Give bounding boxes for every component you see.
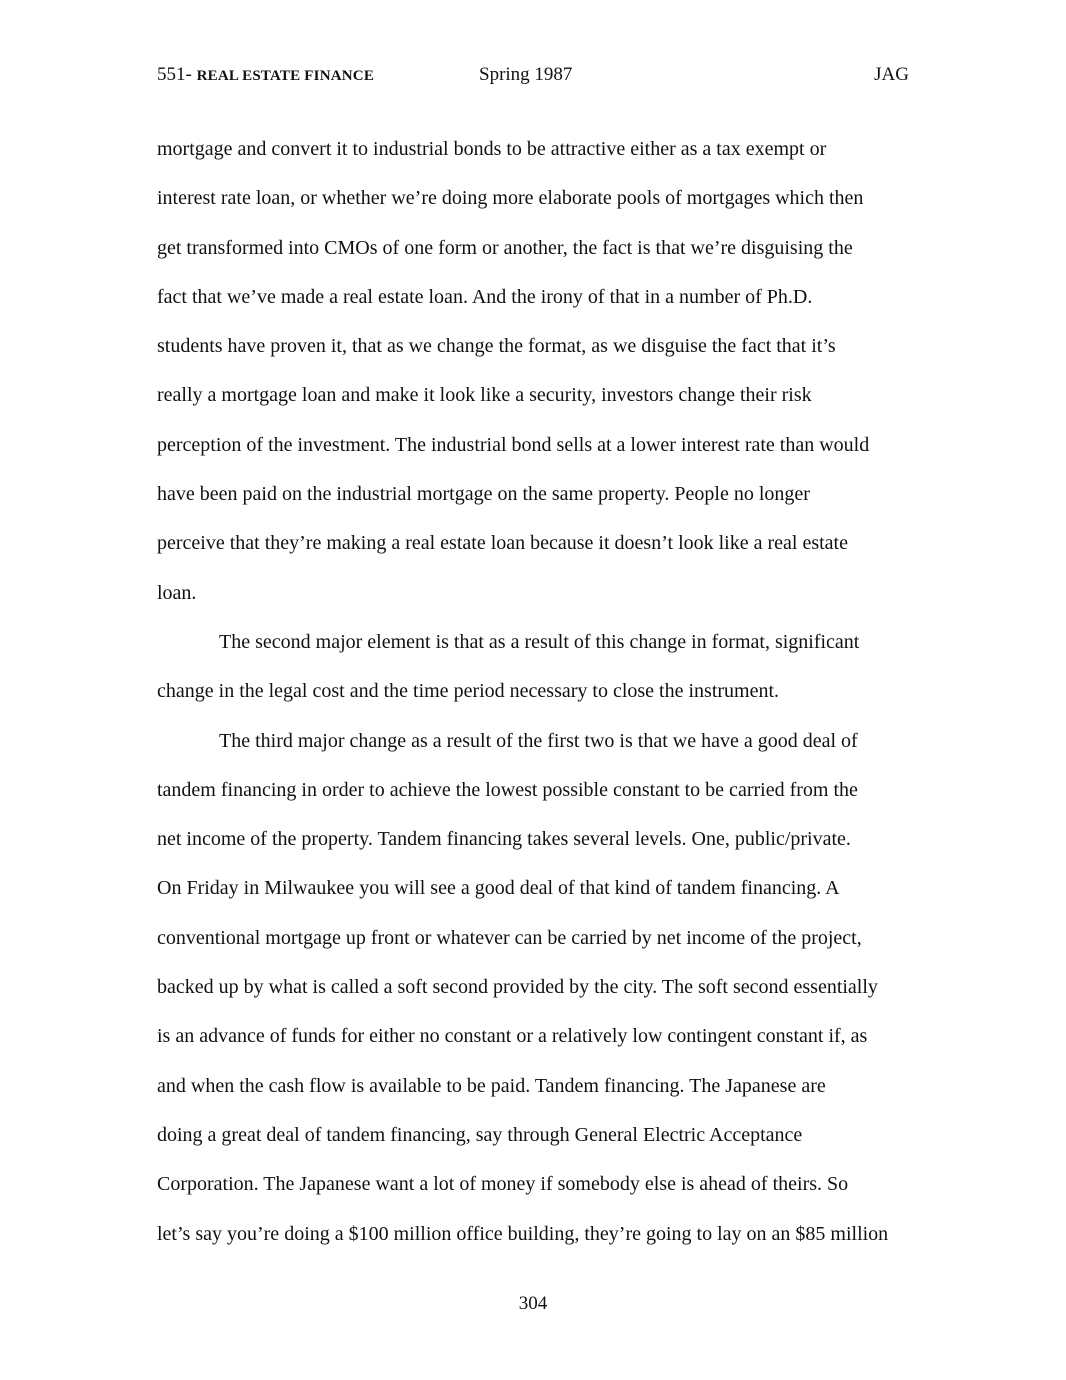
text-line: The third major change as a result of the first two is that we have a good deal of xyxy=(219,729,858,752)
text-line: perceive that they’re making a real estate loan because it doesn’t look like a real estate xyxy=(157,532,848,555)
course-number: 551- xyxy=(157,64,192,85)
text-line: change in the legal cost and the time period necessary to close the instrument. xyxy=(157,680,780,703)
text-line: and when the cash flow is available to be paid. Tandem financing. The Japanese are xyxy=(157,1074,826,1097)
text-line: students have proven it, that as we change the format, as we disguise the fact that it’s xyxy=(157,335,836,358)
course-name: REAL ESTATE FINANCE xyxy=(196,68,375,84)
text-line: The second major element is that as a result of this change in format, significant xyxy=(219,630,860,653)
page-header xyxy=(157,64,909,90)
text-line: On Friday in Milwaukee you will see a good deal of that kind of tandem financing. A xyxy=(157,877,840,900)
page-number: 304 xyxy=(518,1293,548,1314)
text-line: have been paid on the industrial mortgage on the same property. People no longer xyxy=(157,483,810,506)
text-line: conventional mortgage up front or whatever can be carried by net income of the project, xyxy=(157,926,862,949)
author-initials: JAG xyxy=(874,64,909,85)
transcript-body xyxy=(157,125,917,1259)
text-line: fact that we’ve made a real estate loan. And the irony of that in a number of Ph.D. xyxy=(157,285,813,308)
text-line: let’s say you’re doing a $100 million office building, they’re going to lay on an $85 million xyxy=(157,1222,889,1245)
text-line: really a mortgage loan and make it look like a security, investors change their risk xyxy=(157,384,812,407)
text-line: loan. xyxy=(157,581,197,604)
term-label: Spring 1987 xyxy=(479,64,573,85)
text-line: is an advance of funds for either no constant or a relatively low contingent constant if, as xyxy=(157,1025,868,1048)
text-line: mortgage and convert it to industrial bonds to be attractive either as a tax exempt or xyxy=(157,138,827,160)
course-title xyxy=(157,64,374,86)
text-line: interest rate loan, or whether we’re doing more elaborate pools of mortgages which then xyxy=(157,187,864,210)
text-line: backed up by what is called a soft second provided by the city. The soft second essentially xyxy=(157,976,878,999)
text-line: Corporation. The Japanese want a lot of money if somebody else is ahead of theirs. So xyxy=(157,1173,849,1196)
text-line: doing a great deal of tandem financing, say through General Electric Acceptance xyxy=(157,1123,803,1146)
text-line: net income of the property. Tandem financing takes several levels. One, public/private. xyxy=(157,828,851,851)
text-line: tandem financing in order to achieve the lowest possible constant to be carried from the xyxy=(157,778,858,801)
text-line: perception of the investment. The industrial bond sells at a lower interest rate than would xyxy=(157,433,870,456)
text-line: get transformed into CMOs of one form or another, the fact is that we’re disguising the xyxy=(157,236,853,259)
